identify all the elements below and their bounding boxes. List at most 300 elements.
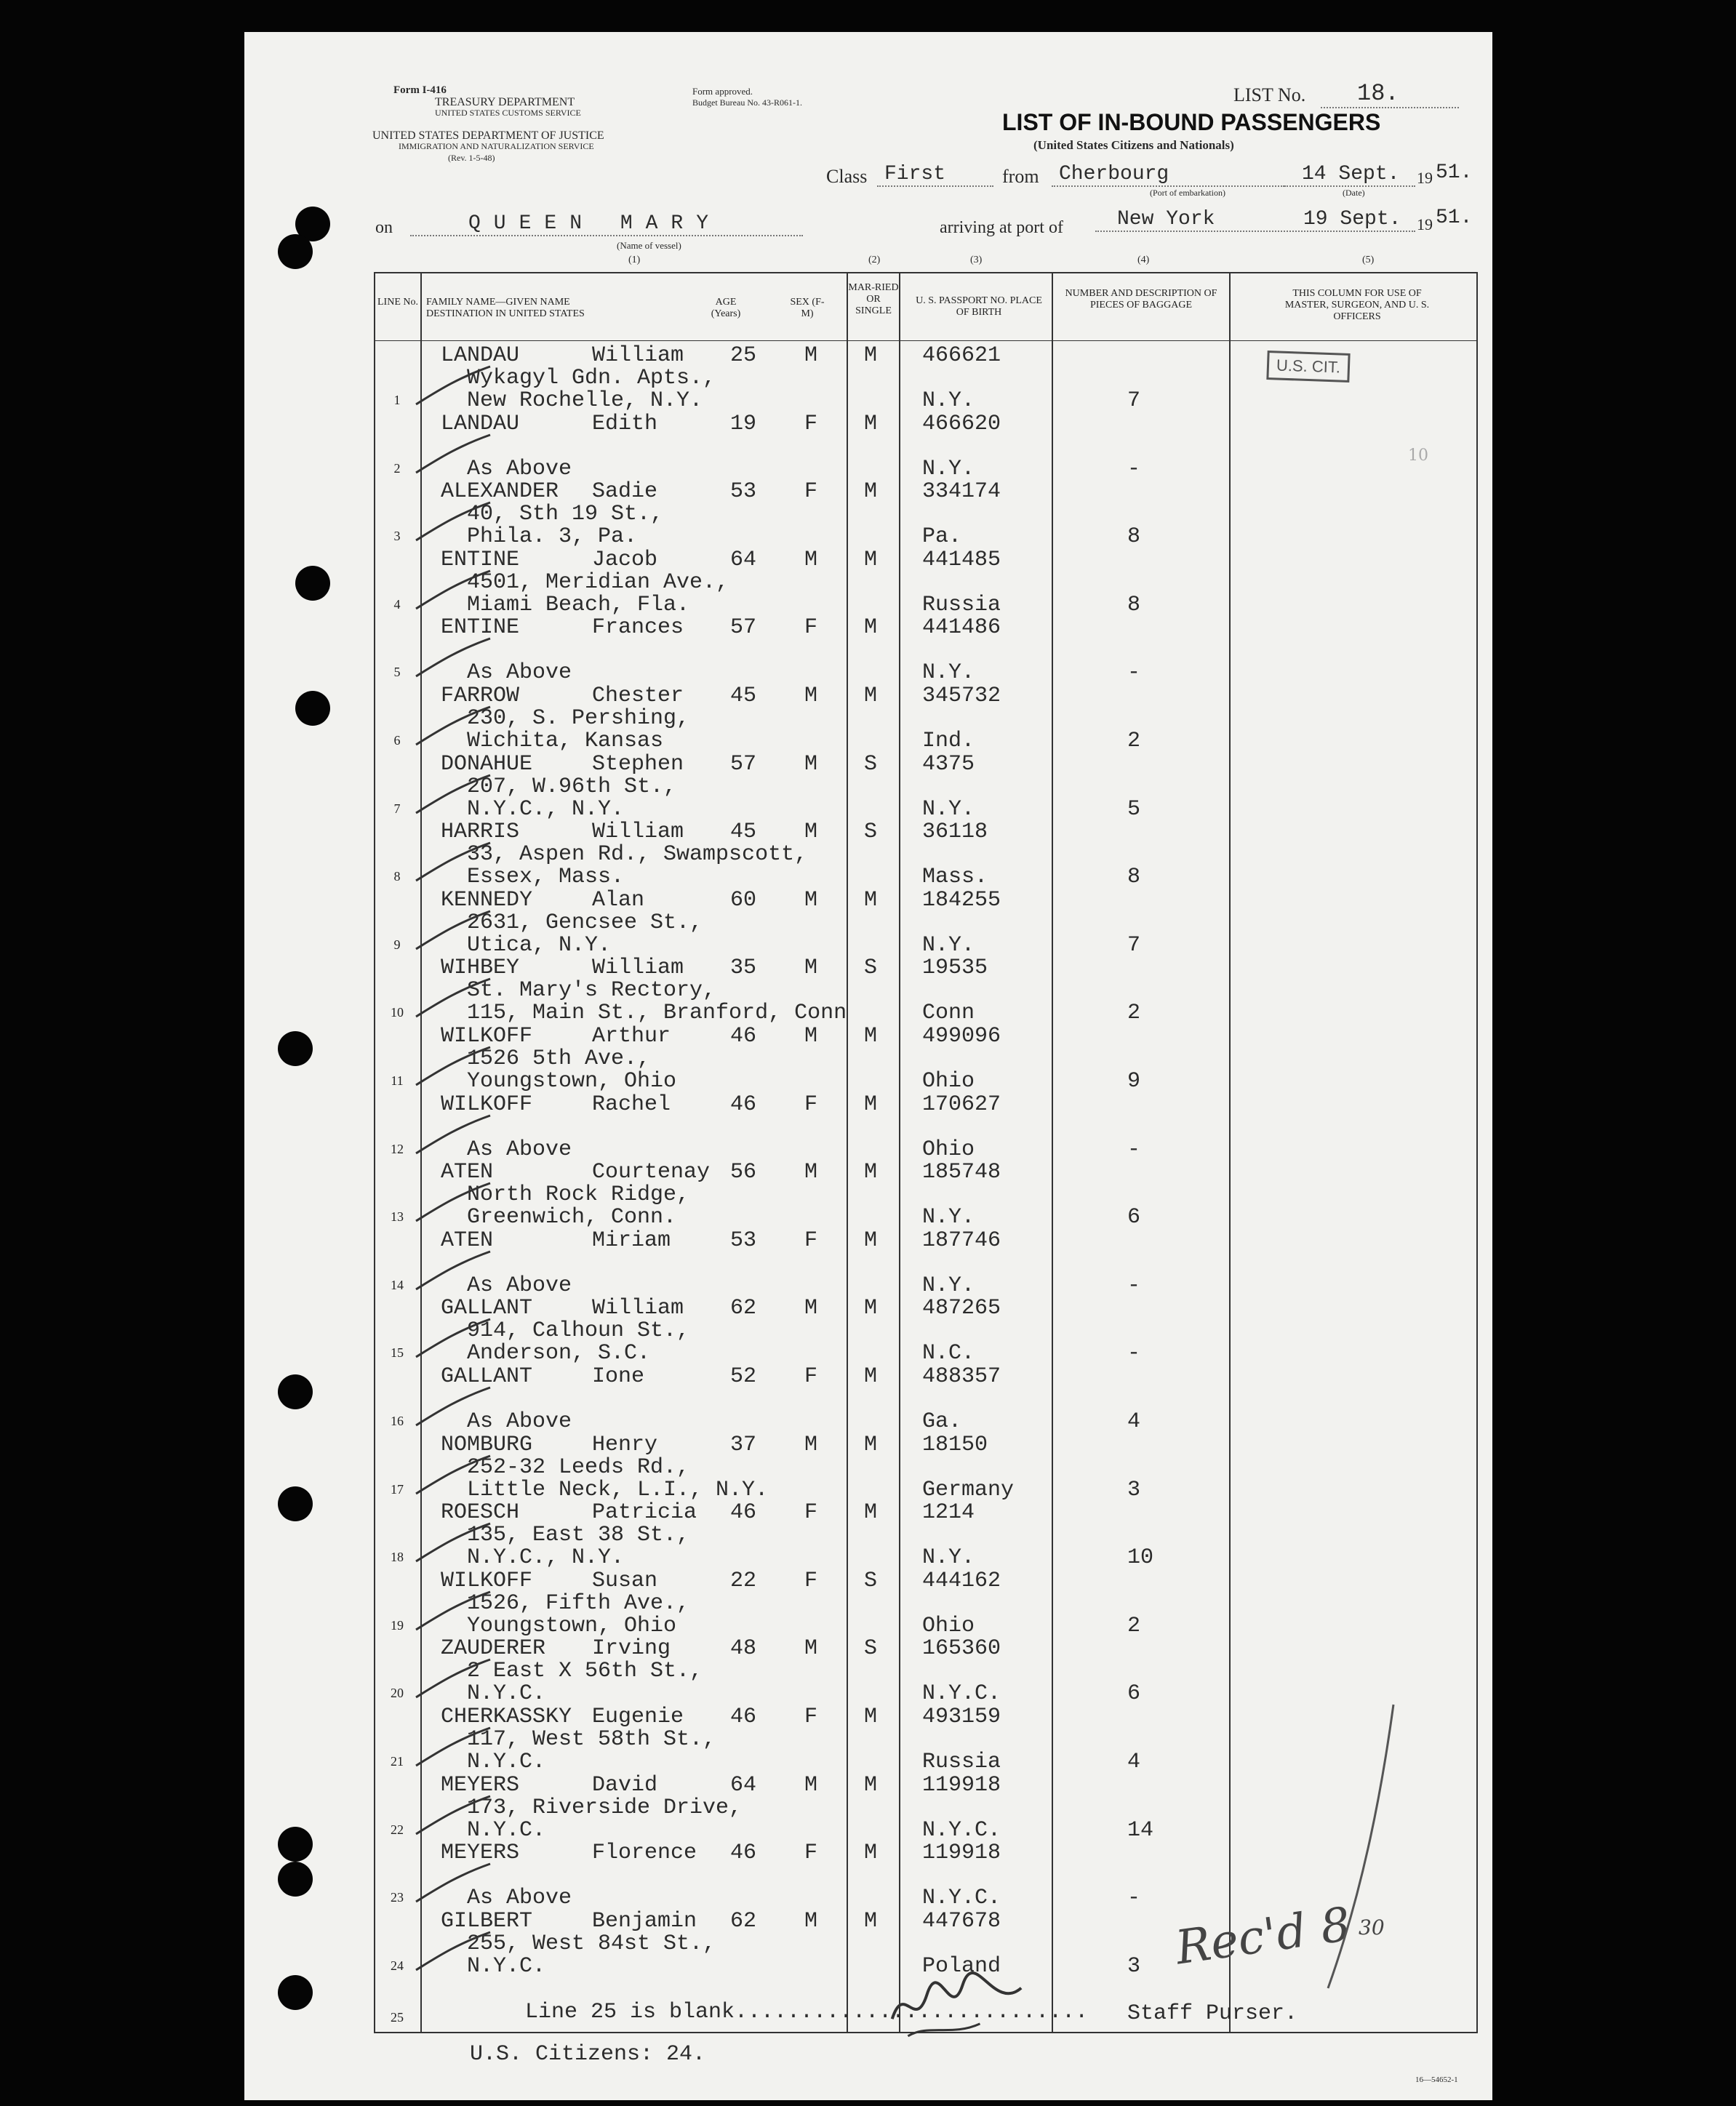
check-tick-mark bbox=[413, 1044, 493, 1088]
given-name: Miriam bbox=[592, 1228, 671, 1253]
print-code: 16—54652-1 bbox=[1415, 2075, 1458, 2084]
marital-status: M bbox=[864, 1024, 878, 1049]
punch-hole bbox=[295, 566, 330, 601]
check-tick-mark bbox=[413, 636, 493, 679]
baggage-count: 3 bbox=[1127, 1477, 1141, 1502]
passport-number: 170627 bbox=[922, 1092, 1001, 1117]
passenger-row bbox=[244, 1638, 1492, 1705]
place-of-birth: Ohio bbox=[922, 1613, 975, 1638]
place-of-birth: Ohio bbox=[922, 1069, 975, 1094]
passport-number: 441486 bbox=[922, 615, 1001, 641]
form-approved: Form approved. bbox=[692, 86, 753, 97]
place-of-birth: N.Y. bbox=[922, 1545, 975, 1571]
place-of-birth: Mass. bbox=[922, 865, 988, 890]
passenger-row bbox=[244, 345, 1492, 412]
age: 64 bbox=[730, 1772, 757, 1798]
address-line-2: N.Y.C. bbox=[467, 1817, 546, 1843]
place-of-birth: N.Y.C. bbox=[922, 1886, 1001, 1911]
punch-hole bbox=[278, 234, 313, 269]
age: 22 bbox=[730, 1568, 757, 1593]
check-tick-mark bbox=[413, 908, 493, 952]
received-note-superscript: 30 bbox=[1359, 1915, 1385, 1939]
passenger-row bbox=[244, 1570, 1492, 1638]
sex: F bbox=[804, 1228, 818, 1253]
age: 46 bbox=[730, 1500, 757, 1526]
address-line-1: 1526, Fifth Ave., bbox=[467, 1590, 690, 1616]
marital-status: S bbox=[864, 956, 878, 981]
place-of-birth: N.Y. bbox=[922, 456, 975, 481]
family-name: WIHBEY bbox=[441, 956, 520, 981]
marital-status: M bbox=[864, 684, 878, 708]
passport-number: 466620 bbox=[922, 411, 1001, 436]
departure-date: 14 Sept. bbox=[1284, 163, 1415, 187]
marital-status: M bbox=[864, 1705, 878, 1729]
family-name: ROESCH bbox=[441, 1500, 520, 1526]
passenger-row bbox=[244, 549, 1492, 617]
vessel-caption: (Name of vessel) bbox=[617, 240, 681, 251]
address-line-2: Utica, N.Y. bbox=[467, 932, 612, 958]
sex: M bbox=[804, 956, 818, 981]
address-line-1: 207, W.96th St., bbox=[467, 774, 677, 799]
given-name: Edith bbox=[592, 411, 658, 436]
address-line-2: As Above bbox=[467, 1886, 572, 1911]
check-tick-mark bbox=[413, 772, 493, 816]
departure-year: 51. bbox=[1436, 161, 1473, 184]
given-name: Chester bbox=[592, 684, 684, 708]
given-name: Irving bbox=[592, 1636, 671, 1662]
class-label: Class bbox=[826, 166, 868, 187]
arrival-year-prefix: 19 bbox=[1417, 215, 1433, 233]
line-number: 2 bbox=[393, 460, 401, 476]
address-line-1: 255, West 84st St., bbox=[467, 1931, 716, 1956]
arrival-year: 51. bbox=[1436, 207, 1473, 229]
age: 60 bbox=[730, 887, 757, 913]
place-of-birth: Ind. bbox=[922, 729, 975, 753]
line-number: 24 bbox=[391, 1958, 404, 1973]
given-name: Patricia bbox=[592, 1500, 697, 1526]
sex: M bbox=[804, 1636, 818, 1662]
header-line-no: LINE No. bbox=[377, 297, 418, 308]
check-tick-mark bbox=[413, 1861, 493, 1905]
line-number: 20 bbox=[391, 1686, 404, 1701]
age: 53 bbox=[730, 479, 757, 505]
punch-hole bbox=[278, 1862, 313, 1897]
family-name: LANDAU bbox=[441, 411, 520, 436]
line-number: 6 bbox=[393, 733, 401, 748]
sex: F bbox=[804, 1364, 818, 1389]
given-name: Benjamin bbox=[592, 1908, 697, 1934]
given-name: Jacob bbox=[592, 547, 658, 572]
baggage-count: - bbox=[1127, 456, 1141, 481]
class-value: First bbox=[877, 163, 993, 187]
address-line-2: Youngstown, Ohio bbox=[467, 1069, 677, 1094]
address-line-1: 173, Riverside Drive, bbox=[467, 1795, 743, 1820]
check-tick-mark bbox=[413, 1249, 493, 1292]
family-name: GALLANT bbox=[441, 1296, 533, 1321]
sex: M bbox=[804, 1432, 818, 1457]
passport-number: 345732 bbox=[922, 684, 1001, 708]
sex: M bbox=[804, 1296, 818, 1321]
passenger-row bbox=[244, 957, 1492, 1025]
marital-status: M bbox=[864, 1296, 878, 1321]
form-revision: (Rev. 1-5-48) bbox=[448, 153, 495, 163]
baggage-count: 10 bbox=[1127, 1545, 1154, 1571]
table-top-border bbox=[374, 272, 1478, 273]
passport-number: 165360 bbox=[922, 1636, 1001, 1662]
marital-status: M bbox=[864, 615, 878, 641]
passport-number: 334174 bbox=[922, 479, 1001, 505]
baggage-count: 8 bbox=[1127, 524, 1141, 550]
passport-number: 119918 bbox=[922, 1772, 1001, 1798]
passenger-row bbox=[244, 481, 1492, 548]
header-passport: U. S. PASSPORT NO. PLACE OF BIRTH bbox=[916, 295, 1042, 318]
address-line-1: 33, Aspen Rd., Swampscott, bbox=[467, 842, 808, 868]
line-number: 22 bbox=[391, 1822, 404, 1837]
sex: M bbox=[804, 1160, 818, 1185]
list-no-label: LIST No. bbox=[1233, 84, 1306, 105]
address-line-1: 117, West 58th St., bbox=[467, 1727, 716, 1752]
place-of-birth: N.C. bbox=[922, 1341, 975, 1366]
us-citizens-total: U.S. Citizens: 24. bbox=[470, 2042, 706, 2067]
baggage-count: - bbox=[1127, 1886, 1141, 1911]
baggage-count: - bbox=[1127, 660, 1141, 686]
address-line-2: As Above bbox=[467, 1273, 572, 1298]
punch-hole bbox=[278, 1975, 313, 2010]
line-number: 11 bbox=[391, 1073, 404, 1088]
received-note: Rec'd 8 bbox=[1172, 1897, 1354, 1976]
baggage-count: 6 bbox=[1127, 1205, 1141, 1230]
family-name: CHERKASSKY bbox=[441, 1705, 572, 1729]
check-tick-mark bbox=[413, 1793, 493, 1837]
address-line-2: Little Neck, L.I., N.Y. bbox=[467, 1477, 769, 1502]
family-name: MEYERS bbox=[441, 1841, 520, 1866]
passport-number: 19535 bbox=[922, 956, 988, 981]
marital-status: M bbox=[864, 1160, 878, 1185]
address-line-2: Anderson, S.C. bbox=[467, 1341, 651, 1366]
line-number: 18 bbox=[391, 1550, 404, 1565]
sex: F bbox=[804, 479, 818, 505]
sex: M bbox=[804, 343, 818, 368]
given-name: Florence bbox=[592, 1841, 697, 1866]
address-line-2: N.Y.C., N.Y. bbox=[467, 796, 625, 822]
line-number: 14 bbox=[391, 1277, 404, 1292]
family-name: ENTINE bbox=[441, 615, 520, 641]
arrival-port: New York bbox=[1095, 208, 1415, 232]
age: 62 bbox=[730, 1296, 757, 1321]
sex: M bbox=[804, 547, 818, 572]
passport-number: 444162 bbox=[922, 1568, 1001, 1593]
header-baggage: NUMBER AND DESCRIPTION OF PIECES OF BAGGAGE bbox=[1065, 288, 1217, 311]
family-name: ALEXANDER bbox=[441, 479, 559, 505]
baggage-count: 4 bbox=[1127, 1750, 1141, 1774]
address-line-2: As Above bbox=[467, 456, 572, 481]
line-number: 12 bbox=[391, 1141, 404, 1156]
sex: F bbox=[804, 1705, 818, 1729]
address-line-2: Miami Beach, Fla. bbox=[467, 592, 690, 617]
family-name: KENNEDY bbox=[441, 887, 533, 913]
embarkation-port: Cherbourg bbox=[1052, 163, 1284, 187]
address-line-1: 230, S. Pershing, bbox=[467, 706, 690, 731]
family-name: GALLANT bbox=[441, 1364, 533, 1389]
address-line-1: 4501, Meridian Ave., bbox=[467, 569, 729, 595]
baggage-count: 4 bbox=[1127, 1409, 1141, 1434]
passenger-row bbox=[244, 1161, 1492, 1229]
passport-number: 488357 bbox=[922, 1364, 1001, 1389]
marital-status: M bbox=[864, 479, 878, 505]
place-of-birth: Russia bbox=[922, 1750, 1001, 1774]
check-mark-stroke bbox=[1313, 1697, 1408, 2003]
check-tick-mark bbox=[413, 1589, 493, 1633]
passport-number: 493159 bbox=[922, 1705, 1001, 1729]
line-number: 5 bbox=[393, 665, 401, 680]
place-of-birth: N.Y. bbox=[922, 796, 975, 822]
age: 46 bbox=[730, 1841, 757, 1866]
address-line-2: As Above bbox=[467, 1409, 572, 1434]
address-line-2: As Above bbox=[467, 660, 572, 686]
line-number: 3 bbox=[393, 529, 401, 544]
line-number: 8 bbox=[393, 869, 401, 884]
col-num-2: (2) bbox=[868, 255, 881, 265]
marital-status: M bbox=[864, 1908, 878, 1934]
family-name: NOMBURG bbox=[441, 1432, 533, 1457]
check-tick-mark bbox=[413, 704, 493, 748]
place-of-birth: Ga. bbox=[922, 1409, 962, 1434]
address-line-2: N.Y.C., N.Y. bbox=[467, 1545, 625, 1571]
family-name: WILKOFF bbox=[441, 1024, 533, 1049]
header-married: MAR-RIED OR SINGLE bbox=[848, 282, 899, 316]
line-number: 7 bbox=[393, 801, 401, 816]
check-tick-mark bbox=[413, 1453, 493, 1497]
age: 25 bbox=[730, 343, 757, 368]
check-tick-mark bbox=[413, 1180, 493, 1224]
passenger-row bbox=[244, 889, 1492, 957]
sex: M bbox=[804, 1772, 818, 1798]
address-line-1: Wykagyl Gdn. Apts., bbox=[467, 366, 716, 391]
passenger-row bbox=[244, 821, 1492, 889]
line-number: 15 bbox=[391, 1345, 404, 1361]
form-number: Form I-416 bbox=[393, 84, 447, 96]
line-number: 9 bbox=[393, 937, 401, 952]
age: 19 bbox=[730, 411, 757, 436]
customs-service: UNITED STATES CUSTOMS SERVICE bbox=[435, 108, 581, 118]
from-label: from bbox=[1002, 166, 1039, 187]
address-line-1: 2631, Gencsee St., bbox=[467, 910, 703, 935]
arriving-label: arriving at port of bbox=[940, 218, 1063, 237]
sex: F bbox=[804, 1568, 818, 1593]
line-number: 13 bbox=[391, 1209, 404, 1225]
family-name: FARROW bbox=[441, 684, 520, 708]
passport-number: 4375 bbox=[922, 751, 975, 777]
passenger-row bbox=[244, 413, 1492, 481]
col-num-4: (4) bbox=[1137, 255, 1150, 265]
sex: F bbox=[804, 615, 818, 641]
baggage-count: 5 bbox=[1127, 796, 1141, 822]
arrival-date: 19 Sept. bbox=[1303, 208, 1401, 231]
marital-status: M bbox=[864, 1228, 878, 1253]
punch-hole bbox=[278, 1374, 313, 1409]
line-number: 21 bbox=[391, 1754, 404, 1769]
line-number: 1 bbox=[393, 393, 401, 407]
port-embarkation-caption: (Port of embarkation) bbox=[1150, 188, 1225, 198]
given-name: Stephen bbox=[592, 751, 684, 777]
punch-hole bbox=[278, 1486, 313, 1521]
place-of-birth: N.Y. bbox=[922, 932, 975, 958]
address-line-2: N.Y.C. bbox=[467, 1750, 546, 1774]
address-line-2: 115, Main St., Branford, Conn bbox=[467, 1001, 847, 1026]
address-line-2: New Rochelle, N.Y. bbox=[467, 388, 703, 413]
passenger-row bbox=[244, 1774, 1492, 1842]
age: 46 bbox=[730, 1024, 757, 1049]
header-family-name: FAMILY NAME—GIVEN NAME DESTINATION IN UNITED STATES bbox=[426, 297, 585, 319]
passport-number: 499096 bbox=[922, 1024, 1001, 1049]
age: 62 bbox=[730, 1908, 757, 1934]
given-name: Frances bbox=[592, 615, 684, 641]
passenger-row bbox=[244, 1842, 1492, 1910]
stamp-note: 10 bbox=[1408, 447, 1428, 465]
passenger-row bbox=[244, 1502, 1492, 1569]
line-number: 16 bbox=[391, 1414, 404, 1428]
check-tick-mark bbox=[413, 500, 493, 543]
passport-number: 466621 bbox=[922, 343, 1001, 368]
age: 48 bbox=[730, 1636, 757, 1662]
passenger-row bbox=[244, 1094, 1492, 1161]
address-line-2: Essex, Mass. bbox=[467, 865, 625, 890]
passenger-row bbox=[244, 617, 1492, 684]
baggage-count: - bbox=[1127, 1137, 1141, 1162]
line-number: 19 bbox=[391, 1617, 404, 1633]
place-of-birth: N.Y.C. bbox=[922, 1681, 1001, 1707]
baggage-count: 8 bbox=[1127, 865, 1141, 890]
age: 53 bbox=[730, 1228, 757, 1253]
passport-number: 185748 bbox=[922, 1160, 1001, 1185]
given-name: David bbox=[592, 1772, 658, 1798]
given-name: William bbox=[592, 956, 684, 981]
baggage-count: 3 bbox=[1127, 1953, 1141, 1979]
baggage-count: - bbox=[1127, 1273, 1141, 1298]
line-number: 23 bbox=[391, 1890, 404, 1905]
sex: F bbox=[804, 411, 818, 436]
check-tick-mark bbox=[413, 568, 493, 612]
sex: M bbox=[804, 887, 818, 913]
passport-number: 18150 bbox=[922, 1432, 988, 1457]
passport-number: 184255 bbox=[922, 887, 1001, 913]
sex: M bbox=[804, 1024, 818, 1049]
check-tick-mark bbox=[413, 1657, 493, 1700]
line-number: 10 bbox=[391, 1005, 404, 1020]
baggage-count: 8 bbox=[1127, 592, 1141, 617]
marital-status: M bbox=[864, 1841, 878, 1866]
passenger-row bbox=[244, 1230, 1492, 1297]
given-name: Henry bbox=[592, 1432, 658, 1457]
age: 46 bbox=[730, 1092, 757, 1117]
marital-status: M bbox=[864, 1092, 878, 1117]
family-name: HARRIS bbox=[441, 820, 520, 845]
address-line-1: 1526 5th Ave., bbox=[467, 1046, 651, 1071]
given-name: William bbox=[592, 820, 684, 845]
family-name: WILKOFF bbox=[441, 1568, 533, 1593]
marital-status: M bbox=[864, 547, 878, 572]
punch-hole bbox=[278, 1031, 313, 1066]
passenger-row bbox=[244, 1706, 1492, 1774]
family-name: ZAUDERER bbox=[441, 1636, 546, 1662]
passenger-row bbox=[244, 1297, 1492, 1365]
sex: F bbox=[804, 1092, 818, 1117]
check-tick-mark bbox=[413, 364, 493, 407]
sex: F bbox=[804, 1841, 818, 1866]
check-tick-mark bbox=[413, 1385, 493, 1428]
purser-signature-drawing bbox=[881, 1958, 1032, 2049]
address-line-1: 252-32 Leeds Rd., bbox=[467, 1454, 690, 1480]
passport-number: 1214 bbox=[922, 1500, 975, 1526]
sex: M bbox=[804, 684, 818, 708]
on-label: on bbox=[375, 218, 393, 237]
ins-service: IMMIGRATION AND NATURALIZATION SERVICE bbox=[399, 141, 594, 151]
marital-status: M bbox=[864, 411, 878, 436]
family-name: ATEN bbox=[441, 1160, 494, 1185]
address-line-1: 135, East 38 St., bbox=[467, 1523, 690, 1548]
age: 35 bbox=[730, 956, 757, 981]
given-name: Sadie bbox=[592, 479, 658, 505]
marital-status: M bbox=[864, 1432, 878, 1457]
place-of-birth: Russia bbox=[922, 592, 1001, 617]
punch-hole bbox=[278, 1827, 313, 1862]
family-name: WILKOFF bbox=[441, 1092, 533, 1117]
departure-year-prefix: 19 bbox=[1417, 169, 1433, 187]
line-number: 4 bbox=[393, 596, 401, 612]
age: 46 bbox=[730, 1705, 757, 1729]
budget-bureau: Budget Bureau No. 43-R061-1. bbox=[692, 97, 802, 108]
baggage-count: 2 bbox=[1127, 1001, 1141, 1026]
given-name: William bbox=[592, 343, 684, 368]
marital-status: S bbox=[864, 1636, 878, 1662]
family-name: ATEN bbox=[441, 1228, 494, 1253]
check-tick-mark bbox=[413, 976, 493, 1020]
passenger-list-form bbox=[244, 32, 1492, 2100]
sex: M bbox=[804, 820, 818, 845]
age: 37 bbox=[730, 1432, 757, 1457]
check-tick-mark bbox=[413, 432, 493, 476]
address-line-2: Youngstown, Ohio bbox=[467, 1613, 677, 1638]
place-of-birth: N.Y.C. bbox=[922, 1817, 1001, 1843]
passenger-row bbox=[244, 1434, 1492, 1502]
age: 56 bbox=[730, 1160, 757, 1185]
sex: M bbox=[804, 751, 818, 777]
punch-hole bbox=[295, 691, 330, 726]
baggage-count: 9 bbox=[1127, 1069, 1141, 1094]
place-of-birth: N.Y. bbox=[922, 660, 975, 686]
age: 64 bbox=[730, 547, 757, 572]
line-25-number: 25 bbox=[391, 2010, 404, 2025]
baggage-count: - bbox=[1127, 1341, 1141, 1366]
passenger-row bbox=[244, 753, 1492, 821]
age: 52 bbox=[730, 1364, 757, 1389]
passport-number: 36118 bbox=[922, 820, 988, 845]
given-name: Ione bbox=[592, 1364, 645, 1389]
address-line-2: Greenwich, Conn. bbox=[467, 1205, 677, 1230]
family-name: DONAHUE bbox=[441, 751, 533, 777]
age: 57 bbox=[730, 615, 757, 641]
passport-number: 119918 bbox=[922, 1841, 1001, 1866]
header-age: AGE (Years) bbox=[711, 297, 741, 319]
sex: F bbox=[804, 1500, 818, 1526]
marital-status: M bbox=[864, 1772, 878, 1798]
address-line-2: Wichita, Kansas bbox=[467, 729, 664, 753]
line-25-note: Line 25 is blank........................... bbox=[525, 2000, 1089, 2025]
given-name: Rachel bbox=[592, 1092, 671, 1117]
address-line-1: North Rock Ridge, bbox=[467, 1182, 690, 1208]
place-of-birth: Pa. bbox=[922, 524, 962, 550]
place-of-birth: N.Y. bbox=[922, 388, 975, 413]
